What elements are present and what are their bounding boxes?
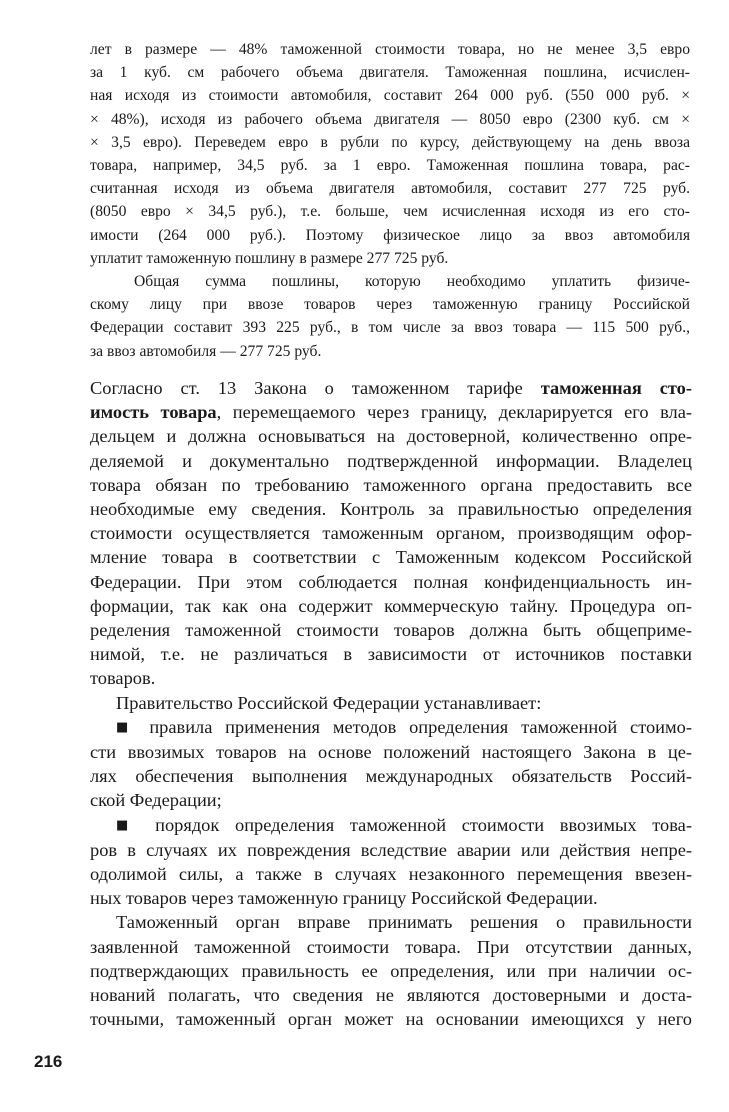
paragraph-line: ской Федерации;	[90, 790, 222, 811]
example-line: считанная исходя из объема двигателя автомобиля, составит 277 725 руб.	[90, 180, 690, 198]
paragraph-line	[90, 400, 692, 424]
example-line: за 1 куб. см рабочего объема двигателя. Таможенная пошлина, исчислен-	[90, 64, 690, 82]
bullet-square-icon: ■	[116, 719, 137, 735]
example-line: за ввоз автомобиля — 277 725 руб.	[90, 342, 322, 360]
paragraph-line: ных товаров через таможенную границу Российской Федерации.	[90, 888, 598, 909]
paragraph-line: товаров.	[90, 668, 156, 689]
paragraph-customs-authority	[90, 910, 692, 1031]
main-text	[90, 376, 692, 1031]
example-line: × 48%), исходя из рабочего объема двигателя — 8050 евро (2300 куб. см ×	[90, 110, 690, 128]
example-line: (8050 евро × 34,5 руб.), т.е. больше, чем исчисленная исходя из его сто-	[90, 203, 690, 221]
example-line: уплатит таможенную пошлину в размере 277 725 руб.	[90, 249, 449, 267]
paragraph-line: Таможенный орган вправе принимать решения о правильности	[116, 912, 692, 933]
text-run: порядок определения таможенной стоимости ввозимых това-	[155, 814, 692, 835]
paragraph-line: деляемой и документально подтвержденной информации. Владелец	[90, 450, 692, 471]
worked-example-block	[90, 38, 690, 363]
paragraph-line: дельцем и должна основываться на достоверной, количественно опре-	[90, 426, 692, 447]
example-line: Общая сумма пошлины, которую необходимо уплатить физиче-	[134, 273, 690, 291]
text-run: Согласно ст. 13 Закона о таможенном тарифе	[90, 378, 541, 398]
example-line: имости (264 000 руб.). Поэтому физическое лицо за ввоз автомобиля	[90, 226, 690, 244]
paragraph-customs-value	[90, 376, 692, 691]
bullet-item-rules	[90, 715, 692, 813]
example-line: скому лицу при ввозе товаров через таможенную границу Российской	[90, 296, 690, 314]
paragraph-line	[90, 376, 692, 400]
paragraph-line	[90, 715, 692, 740]
example-line: товара, например, 34,5 руб. за 1 евро. Таможенная пошлина товара, рас-	[90, 157, 690, 175]
paragraph-line: подтверждающих правильность ее определения, или при наличии ос-	[90, 960, 692, 981]
page-number: 216	[34, 1052, 63, 1071]
paragraph-line: сти ввозимых товаров на основе положений настоящего Закона в це-	[90, 742, 692, 763]
paragraph-line: одолимой силы, а также в случаях незаконного перемещения ввезен-	[90, 864, 692, 885]
paragraph-line	[90, 813, 692, 838]
paragraph-line: нований полагать, что сведения не являются достоверными и доста-	[90, 985, 692, 1006]
paragraph-line: точными, таможенный орган может на основании имеющихся у него	[90, 1009, 692, 1030]
text-run: , перемещаемого через границу, декларируется его вла-	[216, 402, 692, 423]
bullet-item-procedure	[90, 813, 692, 911]
example-line: ная исходя из стоимости автомобиля, составит 264 000 руб. (550 000 руб. ×	[90, 87, 690, 105]
paragraph-line: ределения таможенной стоимости товаров должна быть общеприме-	[90, 620, 692, 641]
paragraph-government: Правительство Российской Федерации устанавливает:	[116, 692, 542, 713]
text-run: правила применения методов определения таможенной стоимо-	[149, 716, 692, 737]
paragraph-line: стоимости осуществляется таможенным органом, производящим офор-	[90, 523, 692, 544]
paragraph-line: мление товара в соответствии с Таможенным кодексом Российской	[90, 547, 692, 568]
example-line: лет в размере — 48% таможенной стоимости товара, но не менее 3,5 евро	[90, 41, 690, 58]
paragraph-line: нимой, т.е. не различаться в зависимости от источников поставки	[90, 644, 692, 665]
bold-term: таможенная сто-	[540, 378, 692, 398]
paragraph-line: Федерации. При этом соблюдается полная конфиденциальность ин-	[90, 571, 692, 592]
paragraph-line: заявленной таможенной стоимости товара. При отсутствии данных,	[90, 936, 692, 957]
bullet-square-icon: ■	[116, 817, 140, 833]
paragraph-line: товара обязан по требованию таможенного органа предоставить все	[90, 474, 692, 495]
paragraph-line: лях обеспечения выполнения международных обязательств Россий-	[90, 766, 692, 787]
paragraph-line: необходимые ему сведения. Контроль за правильностью определения	[90, 499, 692, 520]
example-line: × 3,5 евро). Переведем евро в рубли по курсу, действующему на день ввоза	[90, 133, 690, 151]
paragraph-line: ров в случаях их повреждения вследствие аварии или действия непре-	[90, 839, 692, 860]
example-line: Федерации составит 393 225 руб., в том числе за ввоз товара — 115 500 руб.,	[90, 319, 690, 337]
bold-term: имость товара	[90, 402, 217, 423]
paragraph-line: формации, так как она содержит коммерческую тайну. Процедура оп-	[90, 595, 692, 616]
